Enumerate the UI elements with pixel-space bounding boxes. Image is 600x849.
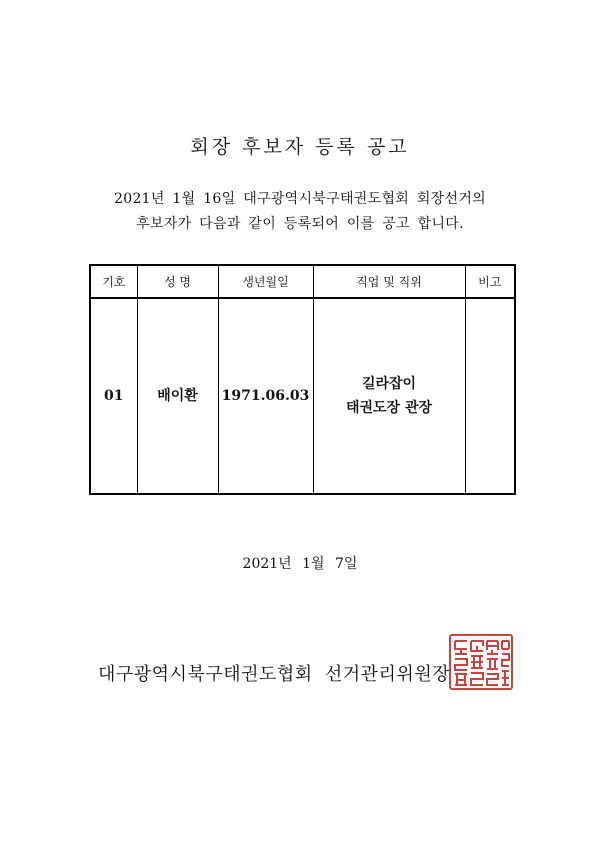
cell-occupation (313, 298, 465, 494)
official-seal-stamp (448, 633, 514, 691)
intro-line-1: 2021년 1월 16일 대구광역시북구태권도협회 회장선거의 (114, 191, 486, 207)
header-remarks: 비고 (465, 265, 515, 298)
table-header-row (90, 265, 515, 298)
table-row (90, 298, 515, 494)
header-birthdate: 생년월일 (218, 265, 313, 298)
header-number: 기호 (90, 265, 137, 298)
candidate-table (89, 264, 516, 495)
cell-number: 01 (90, 298, 137, 494)
cell-name: 배이환 (137, 298, 218, 494)
issuer-title: 대구광역시북구태권도협회 선거관리위원장 (98, 664, 451, 685)
intro-line-2: 후보자가 다음과 같이 등록되어 이를 공고 합니다. (136, 216, 464, 232)
notice-date: 2021년 1월 7일 (242, 556, 358, 572)
header-name: 성 명 (137, 265, 218, 298)
occupation-line-1: 길라잡이 (361, 376, 417, 392)
occupation-line-2: 태권도장 관장 (345, 400, 433, 416)
header-occupation: 직업 및 직위 (313, 265, 465, 298)
notice-title: 회장 후보자 등록 공고 (190, 136, 410, 158)
cell-remarks (465, 298, 515, 494)
cell-birthdate: 1971.06.03 (218, 298, 313, 494)
